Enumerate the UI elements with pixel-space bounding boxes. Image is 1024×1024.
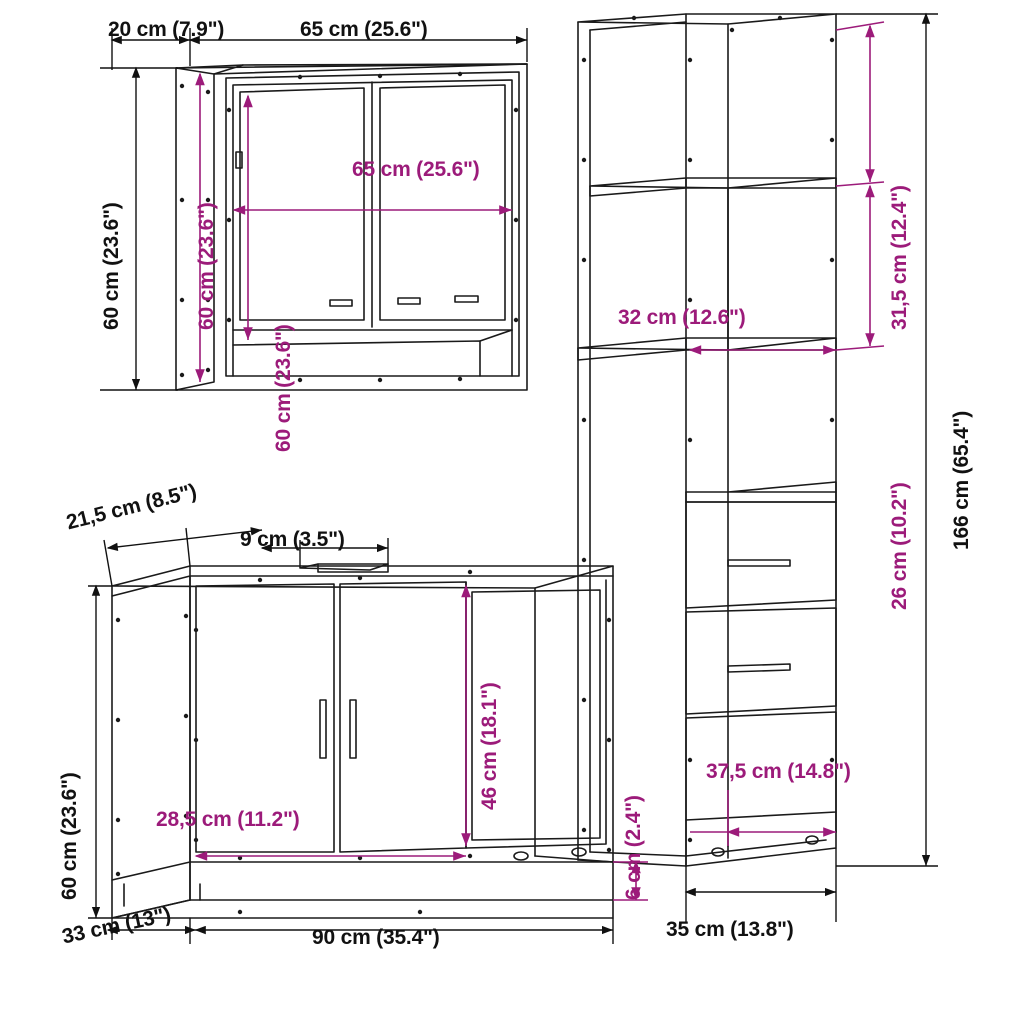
dim-wall-width-top: 65 cm (25.6")	[300, 18, 428, 41]
dim-wall-side-height: 60 cm (23.6")	[195, 202, 218, 330]
dim-sink-base-height: 6 cm (2.4")	[622, 795, 645, 900]
dim-sink-inner-height: 46 cm (18.1")	[478, 682, 501, 810]
dim-sink-width: 90 cm (35.4")	[312, 926, 440, 949]
dim-wall-inner-height: 60 cm (23.6")	[272, 324, 295, 452]
dim-tall-upper-height: 31,5 cm (12.4")	[888, 185, 911, 330]
dim-sink-top-depth: 21,5 cm (8.5")	[64, 479, 199, 535]
dim-sink-gap: 9 cm (3.5")	[240, 528, 345, 551]
dim-tall-depth: 37,5 cm (14.8")	[706, 760, 851, 783]
dim-tall-mid-height: 26 cm (10.2")	[888, 482, 911, 610]
dim-sink-door-width: 28,5 cm (11.2")	[156, 808, 300, 831]
dim-wall-height-outer: 60 cm (23.6")	[100, 202, 123, 330]
dim-sink-height: 60 cm (23.6")	[58, 772, 81, 900]
dim-tall-total-height: 166 cm (65.4")	[950, 410, 973, 550]
dim-wall-depth: 20 cm (7.9")	[108, 18, 225, 41]
dim-tall-shelf-width: 32 cm (12.6")	[618, 306, 746, 329]
dim-sink-depth: 33 cm (13")	[60, 903, 173, 949]
dim-tall-width: 35 cm (13.8")	[666, 918, 794, 941]
dim-wall-inner-width: 65 cm (25.6")	[352, 158, 480, 181]
